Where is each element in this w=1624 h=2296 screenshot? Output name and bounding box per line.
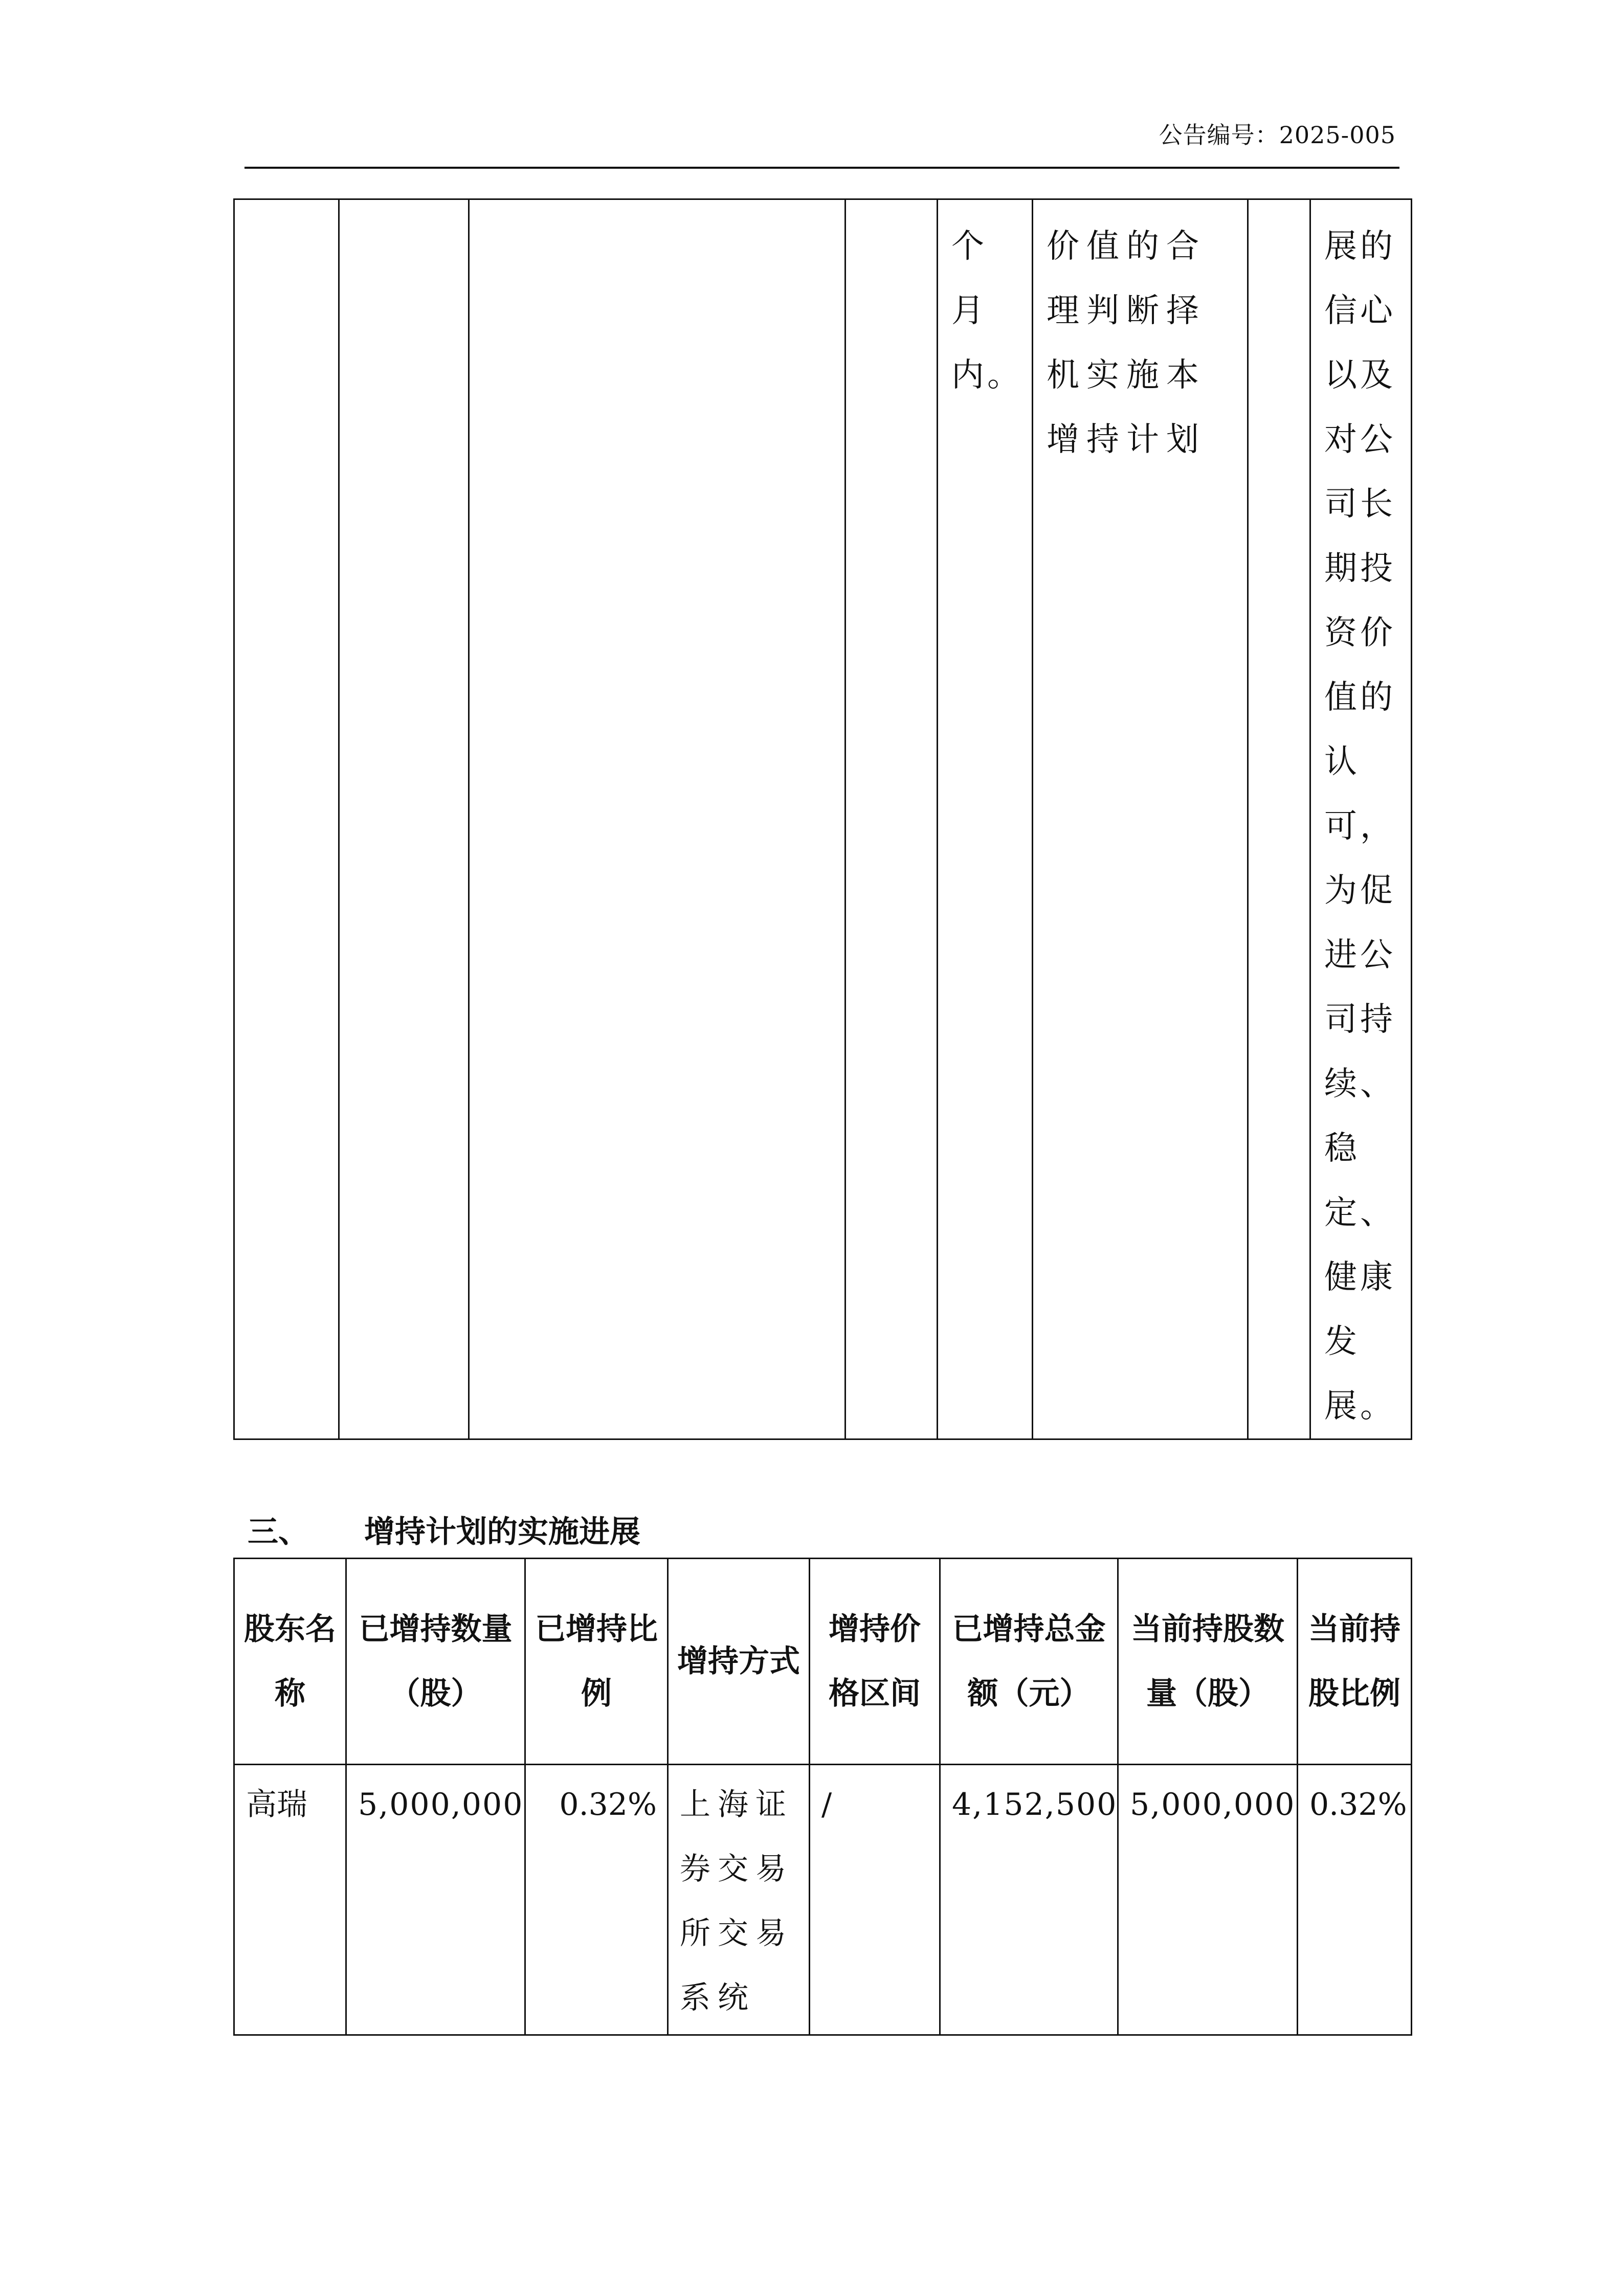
header-price-range: 增持价格区间 <box>810 1559 940 1765</box>
plan-details-table-continuation <box>233 198 1412 1440</box>
cell-shareholder: 高瑞 <box>234 1765 346 2035</box>
empty-cell <box>234 199 339 1439</box>
header-shareholder: 股东名称 <box>234 1559 346 1765</box>
empty-cell <box>1248 199 1310 1439</box>
section-title: 增持计划的实施进展 <box>364 1514 640 1550</box>
method-text: 价值的合理判断择机实施本增持计划 <box>1047 228 1206 459</box>
header-increased-ratio: 已增持比例 <box>525 1559 668 1765</box>
purpose-cell <box>1310 199 1412 1439</box>
header-current-shares: 当前持股数量（股） <box>1118 1559 1298 1765</box>
empty-cell <box>339 199 469 1439</box>
table-header-row <box>234 1559 1412 1765</box>
header-total-amount: 已增持总金额（元） <box>940 1559 1118 1765</box>
header-current-ratio: 当前持股比例 <box>1298 1559 1412 1765</box>
empty-cell <box>846 199 938 1439</box>
method-cell <box>1033 199 1248 1439</box>
cell-current-shares: 5,000,000 <box>1118 1765 1298 2035</box>
cell-price-range: / <box>810 1765 940 2035</box>
cell-current-ratio: 0.32% <box>1298 1765 1412 2035</box>
section-number: 三、 <box>248 1514 309 1550</box>
progress-table <box>233 1558 1412 2036</box>
cell-increased-ratio: 0.32% <box>525 1765 668 2035</box>
cell-method: 上海证券交易所交易系统 <box>668 1765 810 2035</box>
cell-increased-shares: 5,000,000 <box>346 1765 525 2035</box>
purpose-text: 展的信心以及对公司长期投资价值的认可，为促进公司持续、稳定、健康发展。 <box>1324 228 1396 1425</box>
period-text: 个月内。 <box>951 228 1023 394</box>
section-heading <box>248 1507 640 1551</box>
header-increased-shares: 已增持数量（股） <box>346 1559 525 1765</box>
announcement-number: 公告编号：2025-005 <box>1159 121 1396 149</box>
empty-cell <box>469 199 846 1439</box>
header-method: 增持方式 <box>668 1559 810 1765</box>
period-cell <box>938 199 1033 1439</box>
header-divider <box>244 167 1399 169</box>
table-row <box>234 1765 1412 2035</box>
cell-total-amount: 4,152,500 <box>940 1765 1118 2035</box>
